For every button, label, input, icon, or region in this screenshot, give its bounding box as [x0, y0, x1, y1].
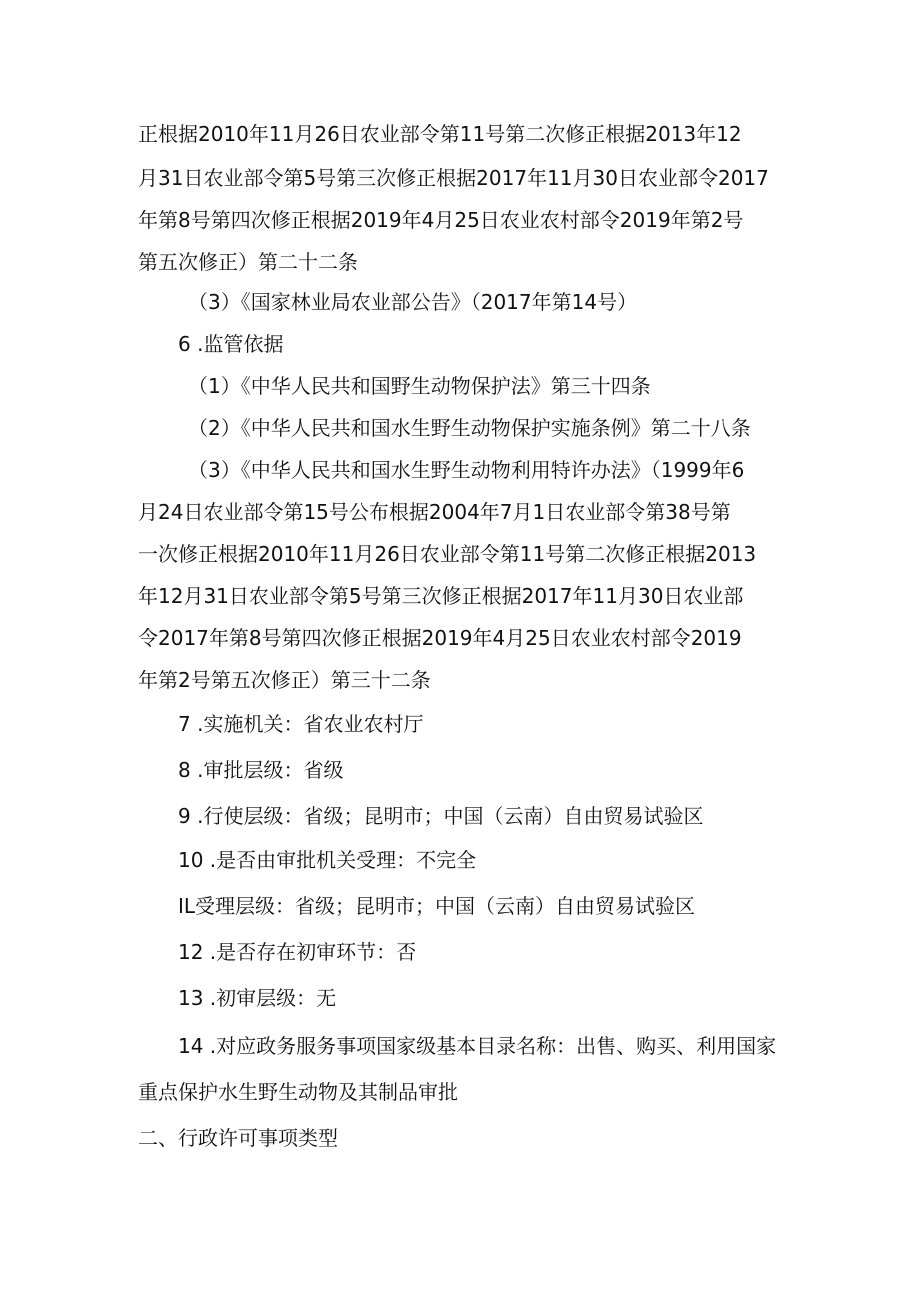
section-heading: 14 .对应政务服务事项国家级基本目录名称：出售、购买、利用国家	[178, 1034, 777, 1058]
text-line: 正根据2010年11月26日农业部令第11号第二次修正根据2013年12	[138, 122, 742, 146]
chapter-heading: 二、行政许可事项类型	[138, 1126, 338, 1150]
text-line: 年第8号第四次修正根据2019年4月25日农业农村部令2019年第2号	[138, 208, 744, 232]
text-line: 第五次修正）第二十二条	[138, 250, 358, 274]
text-line: 月24日农业部令第15号公布根据2004年7月1日农业部令第38号第	[138, 500, 731, 524]
section-heading: 12 .是否存在初审环节：否	[178, 940, 417, 964]
text-line: 令2017年第8号第四次修正根据2019年4月25日农业农村部令2019	[138, 626, 742, 650]
text-line: 重点保护水生野生动物及其制品审批	[138, 1080, 458, 1104]
text-line: 年12月31日农业部令第5号第三次修正根据2017年11月30日农业部	[138, 584, 744, 608]
text-line: （3）《国家林业局农业部公告》（2017年第14号）	[188, 290, 638, 314]
section-heading: 7 .实施机关：省农业农村厅	[178, 712, 424, 736]
section-heading: 9 .行使层级：省级；昆明市；中国（云南）自由贸易试验区	[178, 804, 704, 828]
text-line: （2）《中华人民共和国水生野生动物保护实施条例》第二十八条	[188, 416, 751, 440]
text-line: 月31日农业部令第5号第三次修正根据2017年11月30日农业部令2017	[138, 166, 769, 190]
section-heading: 10 .是否由审批机关受理：不完全	[178, 848, 477, 872]
text-line: 一次修正根据2010年11月26日农业部令第11号第二次修正根据2013	[138, 542, 757, 566]
section-heading: IL受理层级：省级；昆明市；中国（云南）自由贸易试验区	[178, 894, 696, 918]
section-heading: 6 .监管依据	[178, 332, 284, 356]
text-line: （1）《中华人民共和国野生动物保护法》第三十四条	[188, 374, 651, 398]
text-line: 年第2号第五次修正）第三十二条	[138, 668, 431, 692]
section-heading: 8 .审批层级：省级	[178, 758, 344, 782]
text-line: （3）《中华人民共和国水生野生动物利用特许办法》（1999年6	[188, 458, 745, 482]
section-heading: 13 .初审层级：无	[178, 986, 337, 1010]
